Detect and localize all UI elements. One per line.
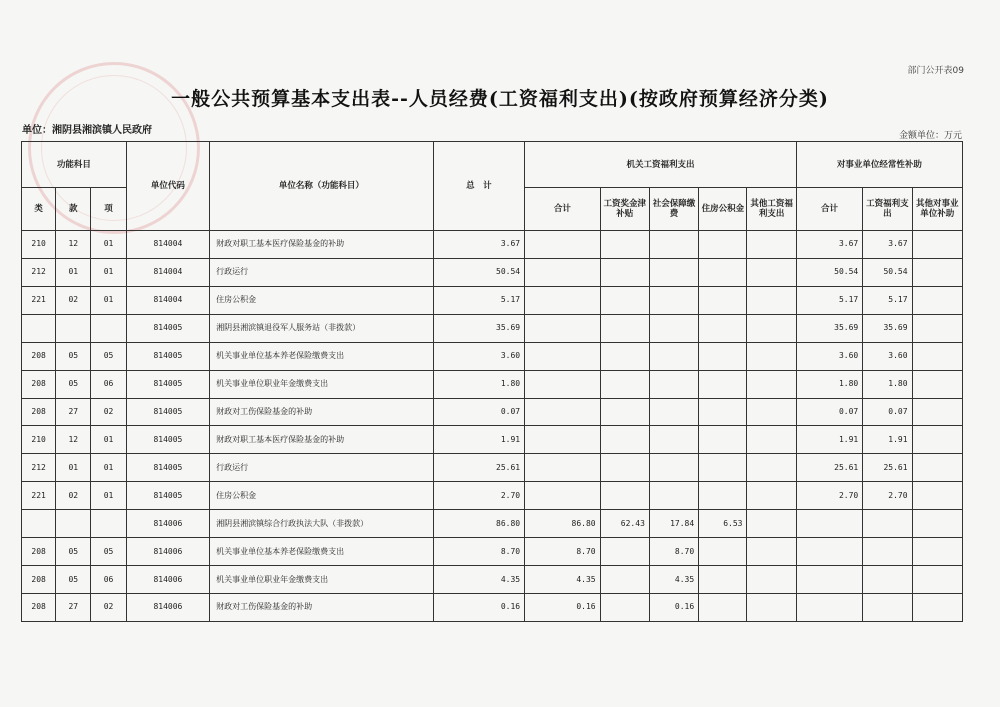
cell-agency-total	[525, 258, 600, 286]
cell-xiang: 01	[91, 426, 126, 454]
cell-lei: 208	[22, 398, 56, 426]
cell-unit-code: 814005	[126, 314, 210, 342]
cell-agency-housing	[699, 370, 747, 398]
cell-agency-other	[747, 454, 796, 482]
cell-subsidy-other	[912, 258, 962, 286]
cell-agency-social	[649, 454, 698, 482]
cell-subsidy-salary	[863, 538, 912, 566]
header-agency-total: 合计	[525, 188, 600, 231]
cell-subsidy-total	[796, 566, 862, 594]
cell-agency-salary	[600, 231, 649, 259]
cell-subsidy-total: 3.67	[796, 231, 862, 259]
cell-lei: 208	[22, 370, 56, 398]
cell-subsidy-total: 2.70	[796, 482, 862, 510]
table-row	[22, 566, 963, 594]
cell-kuan: 05	[56, 566, 91, 594]
cell-unit-name: 财政对职工基本医疗保险基金的补助	[210, 426, 433, 454]
cell-subsidy-salary: 1.80	[863, 370, 912, 398]
cell-agency-salary	[600, 314, 649, 342]
cell-subsidy-other	[912, 314, 962, 342]
cell-total: 50.54	[433, 258, 525, 286]
cell-total: 1.91	[433, 426, 525, 454]
cell-agency-other	[747, 482, 796, 510]
table-row	[22, 370, 963, 398]
cell-agency-other	[747, 342, 796, 370]
cell-unit-name: 行政运行	[210, 258, 433, 286]
cell-subsidy-salary	[863, 566, 912, 594]
header-total: 总 计	[433, 142, 525, 231]
cell-agency-housing	[699, 426, 747, 454]
cell-xiang: 05	[91, 538, 126, 566]
cell-xiang: 02	[91, 398, 126, 426]
cell-subsidy-total	[796, 538, 862, 566]
cell-unit-name: 行政运行	[210, 454, 433, 482]
cell-kuan: 01	[56, 454, 91, 482]
cell-subsidy-salary: 35.69	[863, 314, 912, 342]
cell-subsidy-total	[796, 593, 862, 621]
cell-subsidy-total	[796, 510, 862, 538]
cell-agency-social	[649, 258, 698, 286]
money-unit-label: 金额单位：万元	[898, 131, 962, 141]
cell-agency-housing	[699, 538, 747, 566]
cell-total: 86.80	[433, 510, 525, 538]
cell-total: 1.80	[433, 370, 525, 398]
cell-subsidy-total: 1.80	[796, 370, 862, 398]
cell-xiang: 06	[91, 370, 126, 398]
cell-subsidy-total: 5.17	[796, 286, 862, 314]
cell-agency-salary	[600, 593, 649, 621]
cell-agency-social: 4.35	[649, 566, 698, 594]
cell-agency-salary	[600, 286, 649, 314]
cell-xiang: 01	[91, 454, 126, 482]
header-functional: 功能科目	[22, 142, 127, 188]
cell-subsidy-other	[912, 370, 962, 398]
cell-agency-total	[525, 314, 600, 342]
cell-total: 5.17	[433, 286, 525, 314]
cell-unit-name: 财政对职工基本医疗保险基金的补助	[210, 231, 433, 259]
cell-agency-total	[525, 286, 600, 314]
cell-agency-total: 8.70	[525, 538, 600, 566]
cell-subsidy-salary: 5.17	[863, 286, 912, 314]
cell-subsidy-other	[912, 538, 962, 566]
header-subsidy-total: 合计	[796, 188, 862, 231]
cell-agency-salary	[600, 454, 649, 482]
cell-unit-code: 814006	[126, 510, 210, 538]
header-xiang: 项	[91, 188, 126, 231]
cell-agency-housing	[699, 342, 747, 370]
cell-unit-code: 814005	[126, 454, 210, 482]
cell-lei: 221	[22, 482, 56, 510]
cell-xiang: 01	[91, 286, 126, 314]
header-unit-name: 单位名称（功能科目）	[210, 142, 433, 231]
cell-unit-code: 814004	[126, 231, 210, 259]
cell-agency-social	[649, 231, 698, 259]
cell-total: 3.60	[433, 342, 525, 370]
cell-unit-code: 814006	[126, 538, 210, 566]
cell-unit-name: 财政对工伤保险基金的补助	[210, 593, 433, 621]
cell-agency-social: 17.84	[649, 510, 698, 538]
cell-subsidy-salary: 25.61	[863, 454, 912, 482]
cell-unit-code: 814005	[126, 398, 210, 426]
header-subsidy-group: 对事业单位经常性补助	[796, 142, 962, 188]
cell-agency-salary	[600, 370, 649, 398]
cell-agency-salary	[600, 426, 649, 454]
cell-agency-total: 0.16	[525, 593, 600, 621]
cell-agency-total	[525, 231, 600, 259]
cell-agency-salary	[600, 342, 649, 370]
cell-lei	[22, 314, 56, 342]
cell-subsidy-other	[912, 398, 962, 426]
cell-agency-total: 86.80	[525, 510, 600, 538]
cell-kuan: 05	[56, 370, 91, 398]
cell-unit-name: 机关事业单位基本养老保险缴费支出	[210, 342, 433, 370]
cell-agency-salary: 62.43	[600, 510, 649, 538]
cell-subsidy-salary: 3.60	[863, 342, 912, 370]
cell-agency-social	[649, 314, 698, 342]
cell-total: 3.67	[433, 231, 525, 259]
cell-unit-code: 814006	[126, 593, 210, 621]
cell-unit-code: 814004	[126, 286, 210, 314]
cell-xiang: 01	[91, 482, 126, 510]
table-row	[22, 593, 963, 621]
cell-agency-total	[525, 454, 600, 482]
cell-unit-name: 机关事业单位职业年金缴费支出	[210, 370, 433, 398]
cell-agency-social: 8.70	[649, 538, 698, 566]
cell-agency-total: 4.35	[525, 566, 600, 594]
cell-agency-housing	[699, 482, 747, 510]
cell-subsidy-total: 25.61	[796, 454, 862, 482]
cell-agency-social	[649, 398, 698, 426]
cell-subsidy-salary: 1.91	[863, 426, 912, 454]
cell-kuan	[56, 510, 91, 538]
cell-subsidy-salary: 2.70	[863, 482, 912, 510]
cell-lei: 210	[22, 231, 56, 259]
header-subsidy-salary: 工资福利支出	[863, 188, 912, 231]
table-row	[22, 454, 963, 482]
header-agency-social: 社会保障缴费	[649, 188, 698, 231]
cell-agency-salary	[600, 398, 649, 426]
cell-lei: 208	[22, 566, 56, 594]
cell-subsidy-other	[912, 342, 962, 370]
cell-unit-code: 814005	[126, 342, 210, 370]
cell-subsidy-other	[912, 231, 962, 259]
cell-subsidy-other	[912, 286, 962, 314]
cell-agency-other	[747, 258, 796, 286]
cell-total: 25.61	[433, 454, 525, 482]
cell-total: 0.07	[433, 398, 525, 426]
cell-total: 35.69	[433, 314, 525, 342]
header-agency-housing: 住房公积金	[699, 188, 747, 231]
cell-agency-total	[525, 482, 600, 510]
cell-subsidy-other	[912, 482, 962, 510]
cell-agency-housing	[699, 593, 747, 621]
cell-kuan: 27	[56, 593, 91, 621]
cell-agency-social	[649, 342, 698, 370]
cell-agency-total	[525, 426, 600, 454]
cell-agency-other	[747, 510, 796, 538]
cell-subsidy-other	[912, 510, 962, 538]
cell-subsidy-other	[912, 426, 962, 454]
cell-agency-other	[747, 426, 796, 454]
cell-unit-name: 湘阴县湘滨镇退役军人服务站（非拨款）	[210, 314, 433, 342]
cell-lei	[22, 510, 56, 538]
cell-unit-name: 住房公积金	[210, 286, 433, 314]
cell-unit-code: 814005	[126, 426, 210, 454]
header-lei: 类	[22, 188, 56, 231]
cell-kuan: 01	[56, 258, 91, 286]
table-row	[22, 482, 963, 510]
cell-agency-other	[747, 398, 796, 426]
cell-agency-other	[747, 314, 796, 342]
cell-xiang: 01	[91, 231, 126, 259]
cell-xiang	[91, 314, 126, 342]
table-row	[22, 342, 963, 370]
cell-subsidy-salary: 3.67	[863, 231, 912, 259]
table-row	[22, 398, 963, 426]
cell-unit-name: 机关事业单位职业年金缴费支出	[210, 566, 433, 594]
cell-subsidy-total: 35.69	[796, 314, 862, 342]
cell-xiang	[91, 510, 126, 538]
form-number: 部门公开表09	[907, 66, 964, 76]
cell-lei: 208	[22, 342, 56, 370]
cell-agency-salary	[600, 258, 649, 286]
cell-agency-other	[747, 231, 796, 259]
cell-subsidy-total: 0.07	[796, 398, 862, 426]
header-subsidy-other: 其他对事业单位补助	[912, 188, 962, 231]
cell-lei: 212	[22, 454, 56, 482]
cell-total: 8.70	[433, 538, 525, 566]
page-title: 一般公共预算基本支出表--人员经费(工资福利支出)(按政府预算经济分类)	[171, 88, 829, 110]
cell-kuan: 02	[56, 286, 91, 314]
header-agency-other: 其他工资福利支出	[747, 188, 796, 231]
cell-agency-salary	[600, 538, 649, 566]
cell-subsidy-total: 1.91	[796, 426, 862, 454]
cell-agency-housing	[699, 398, 747, 426]
cell-lei: 208	[22, 538, 56, 566]
cell-lei: 212	[22, 258, 56, 286]
header-unit-code: 单位代码	[126, 142, 210, 231]
cell-total: 2.70	[433, 482, 525, 510]
cell-total: 4.35	[433, 566, 525, 594]
cell-unit-name: 湘阴县湘滨镇综合行政执法大队（非拨款）	[210, 510, 433, 538]
header-agency-group: 机关工资福利支出	[525, 142, 797, 188]
cell-kuan: 05	[56, 342, 91, 370]
cell-agency-other	[747, 370, 796, 398]
cell-total: 0.16	[433, 593, 525, 621]
table-row	[22, 510, 963, 538]
cell-agency-housing	[699, 314, 747, 342]
budget-table	[21, 141, 963, 622]
cell-agency-other	[747, 593, 796, 621]
cell-unit-code: 814006	[126, 566, 210, 594]
cell-agency-social	[649, 426, 698, 454]
cell-agency-social	[649, 370, 698, 398]
table-row	[22, 538, 963, 566]
header-kuan: 款	[56, 188, 91, 231]
cell-agency-social	[649, 482, 698, 510]
cell-subsidy-salary	[863, 593, 912, 621]
cell-lei: 208	[22, 593, 56, 621]
cell-subsidy-other	[912, 566, 962, 594]
table-row	[22, 286, 963, 314]
table-row	[22, 258, 963, 286]
cell-lei: 210	[22, 426, 56, 454]
header-agency-salary: 工资奖金津补贴	[600, 188, 649, 231]
cell-lei: 221	[22, 286, 56, 314]
cell-kuan: 12	[56, 426, 91, 454]
cell-subsidy-salary	[863, 510, 912, 538]
cell-subsidy-salary: 0.07	[863, 398, 912, 426]
cell-agency-housing	[699, 566, 747, 594]
cell-kuan: 12	[56, 231, 91, 259]
cell-xiang: 05	[91, 342, 126, 370]
cell-agency-total	[525, 370, 600, 398]
cell-unit-name: 财政对工伤保险基金的补助	[210, 398, 433, 426]
cell-kuan: 02	[56, 482, 91, 510]
cell-unit-name: 住房公积金	[210, 482, 433, 510]
cell-subsidy-total: 3.60	[796, 342, 862, 370]
cell-kuan: 27	[56, 398, 91, 426]
cell-agency-housing	[699, 454, 747, 482]
cell-subsidy-other	[912, 454, 962, 482]
cell-unit-name: 机关事业单位基本养老保险缴费支出	[210, 538, 433, 566]
cell-xiang: 01	[91, 258, 126, 286]
cell-subsidy-total: 50.54	[796, 258, 862, 286]
cell-unit-code: 814004	[126, 258, 210, 286]
cell-xiang: 02	[91, 593, 126, 621]
cell-subsidy-other	[912, 593, 962, 621]
cell-agency-social: 0.16	[649, 593, 698, 621]
table-row	[22, 231, 963, 259]
cell-agency-salary	[600, 482, 649, 510]
cell-kuan	[56, 314, 91, 342]
cell-unit-code: 814005	[126, 370, 210, 398]
cell-agency-total	[525, 398, 600, 426]
cell-agency-other	[747, 538, 796, 566]
cell-agency-salary	[600, 566, 649, 594]
cell-agency-other	[747, 286, 796, 314]
cell-agency-housing	[699, 258, 747, 286]
unit-label: 单位：湘阴县湘滨镇人民政府	[22, 125, 152, 136]
cell-agency-housing	[699, 231, 747, 259]
cell-unit-code: 814005	[126, 482, 210, 510]
cell-kuan: 05	[56, 538, 91, 566]
cell-agency-social	[649, 286, 698, 314]
cell-agency-housing: 6.53	[699, 510, 747, 538]
cell-subsidy-salary: 50.54	[863, 258, 912, 286]
cell-agency-total	[525, 342, 600, 370]
table-row	[22, 426, 963, 454]
cell-xiang: 06	[91, 566, 126, 594]
cell-agency-housing	[699, 286, 747, 314]
cell-agency-other	[747, 566, 796, 594]
table-row	[22, 314, 963, 342]
